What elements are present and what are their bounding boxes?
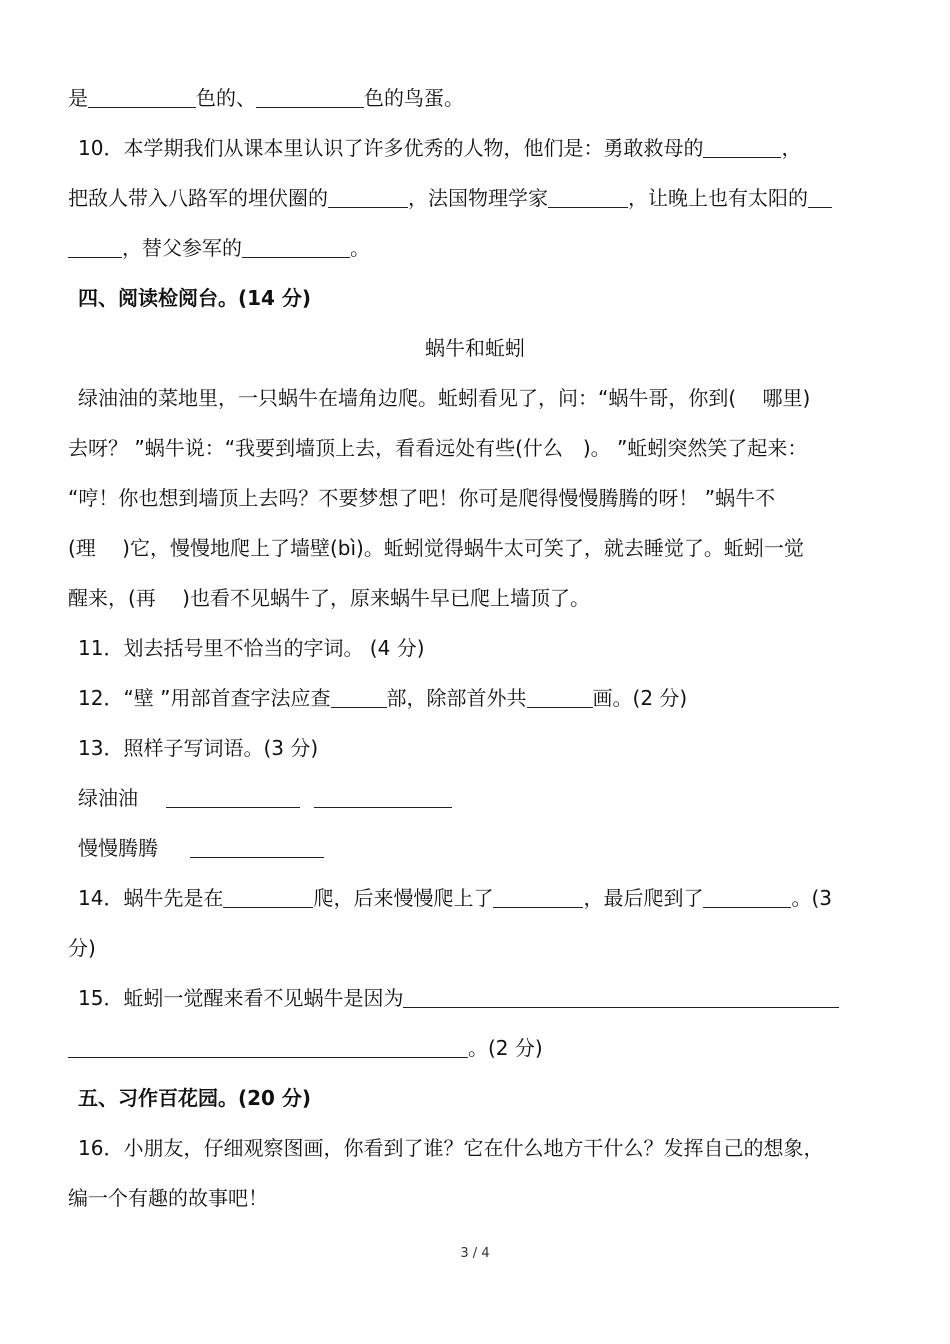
blank-q10-5[interactable] [242,235,350,258]
blank-q10-1[interactable] [703,135,781,158]
blank-q12-radical[interactable] [331,685,387,708]
story-line-5: 醒来，(再 )也看不见蜗牛了，原来蜗牛早已爬上墙顶了。 [68,586,590,610]
blank-q13-2[interactable] [314,785,452,808]
question-13-row-2: 慢慢腾腾 [78,834,908,862]
blank-q13-3[interactable] [190,835,324,858]
blank-q14-3[interactable] [703,885,791,908]
story-line-2: 去呀？ ”蜗牛说：“我要到墙顶上去，看看远处有些(什么 )。 ”蚯蚓突然笑了起来： [68,436,808,460]
blank-q15-2[interactable] [68,1035,468,1058]
blank-q13-1[interactable] [166,785,300,808]
question-16-line1: 16．小朋友，仔细观察图画，你看到了谁？它在什么地方干什么？发挥自己的想象， [78,1136,824,1160]
question-12: 12．“壁 ”用部首查字法应查 部，除部首外共 画。(2 分) [78,686,688,710]
blank-q15-1[interactable] [403,985,839,1008]
question-11: 11．划去括号里不恰当的字词。 (4 分) [78,636,425,660]
question-15-line1: 15．蚯蚓一觉醒来看不见蜗牛是因为 [78,984,908,1012]
question-13-title: 13．照样子写词语。(3 分) [78,736,319,760]
question-13-row-1: 绿油油 [78,784,908,812]
page-number: 3 / 4 [460,1246,490,1261]
story-line-3: “哼！你也想到墙顶上去吗？不要梦想了吧！你可是爬得慢慢腾腾的呀！ ”蜗牛不 [68,486,776,510]
story-line-1: 绿油油的菜地里，一只蜗牛在墙角边爬。蚯蚓看见了，问：“蜗牛哥，你到( 哪里) [78,386,811,410]
story-line-4: (理 )它，慢慢地爬上了墙壁(bì)。蚯蚓觉得蜗牛太可笑了，就去睡觉了。蚯蚓一觉 [68,536,804,560]
line-egg-colors: 是 色的、 色的鸟蛋。 [68,86,464,110]
question-15-line2: 。(2 分) [68,1034,898,1062]
question-14-line2: 分) [68,936,96,960]
blank-q10-2[interactable] [328,185,408,208]
section-4-title: 四、阅读检阅台。(14 分) [78,286,312,310]
blank-color-2[interactable] [256,85,364,108]
blank-q14-2[interactable] [493,885,583,908]
blank-q10-3[interactable] [548,185,628,208]
blank-color-1[interactable] [88,85,196,108]
blank-q14-1[interactable] [223,885,313,908]
question-16-line2: 编一个有趣的故事吧！ [68,1186,268,1210]
question-14-line1: 14．蜗牛先是在 爬，后来慢慢爬上了 ，最后爬到了 。(3 [78,886,832,910]
blank-q12-strokes[interactable] [527,685,593,708]
section-5-title: 五、习作百花园。(20 分) [78,1086,312,1110]
blank-q10-4b[interactable] [68,235,122,258]
question-10-line1: 10．本学期我们从课本里认识了许多优秀的人物，他们是：勇敢救母的 ， [78,136,802,160]
question-10-line2: 把敌人带入八路军的埋伏圈的 ，法国物理学家 ，让晚上也有太阳的 [68,184,898,212]
question-10-line3: ，替父参军的 。 [68,234,898,262]
story-title: 蜗牛和蚯蚓 [425,336,525,360]
blank-q10-4a[interactable] [808,185,832,208]
